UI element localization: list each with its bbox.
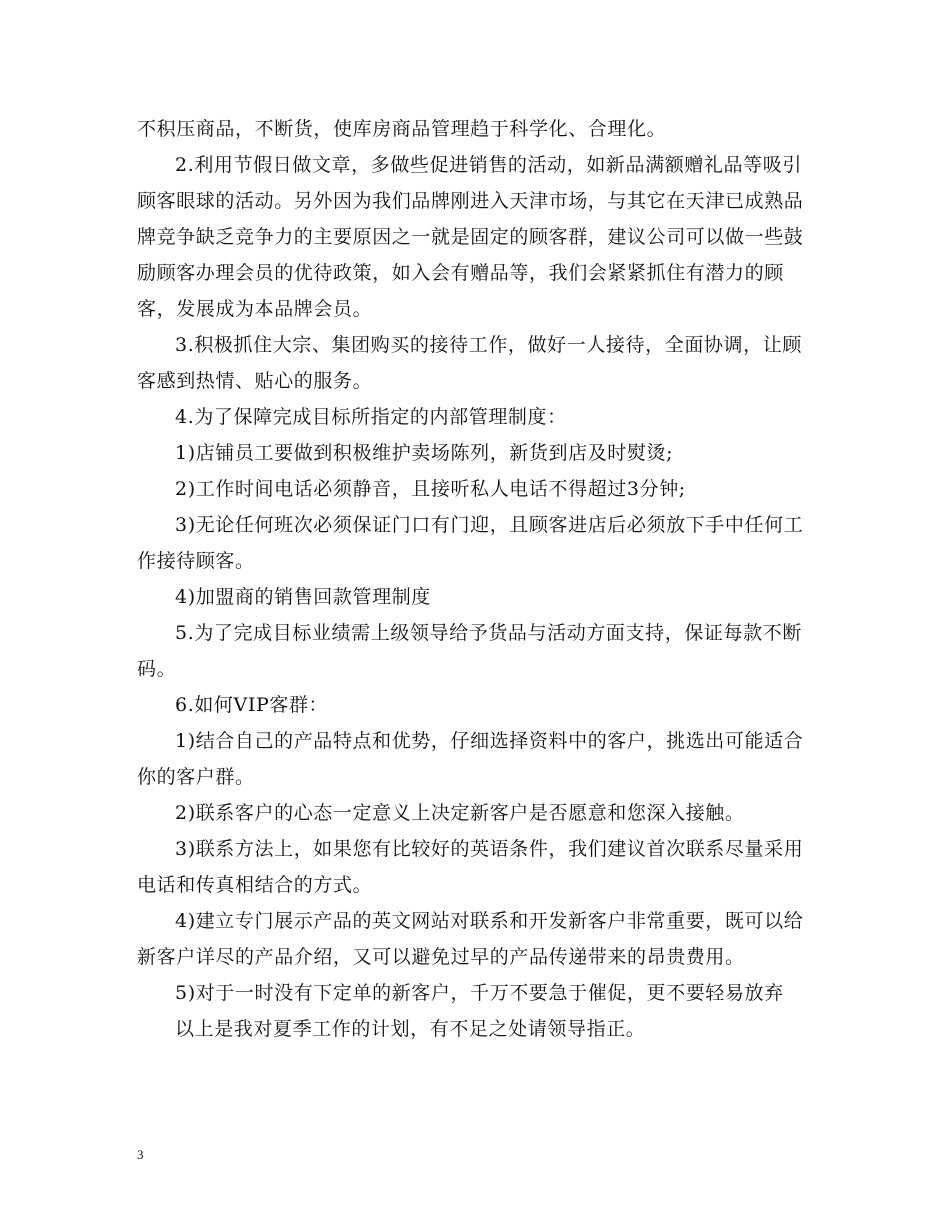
paragraph-item-6: 6.如何VIP客群： <box>175 694 329 716</box>
paragraph-item-2: 2.利用节假日做文章，多做些促进销售的活动，如新品满额赠礼品等吸引顾客眼球的活动。另外因为我们品牌刚进入天津市场，与其它在天津已成熟品牌竞争缺乏竞争力的主要原因之一就是固定的顾客群，建议公司可以做一些鼓励顾客办理会员的优待政策，如入会有赠品等，我们会紧紧抓住有潜力的顾客，发展成为本品牌会员。 <box>137 154 804 320</box>
paragraph-subitem-4-4: 4)加盟商的销售回款管理制度 <box>175 586 431 608</box>
paragraph-subitem-6-4: 4)建立专门展示产品的英文网站对联系和开发新客户非常重要，既可以给新客户详尽的产品介绍，又可以避免过早的产品传递带来的昂贵费用。 <box>137 910 804 968</box>
paragraph-item-3: 3.积极抓住大宗、集团购买的接待工作，做好一人接待，全面协调，让顾客感到热情、贴心的服务。 <box>137 334 802 392</box>
paragraph-subitem-6-3: 3)联系方法上，如果您有比较好的英语条件，我们建议首次联系尽量采用电话和传真相结合的方式。 <box>137 838 804 896</box>
paragraph-subitem-6-5: 5)对于一时没有下定单的新客户，千万不要急于催促，更不要轻易放弃 <box>175 982 784 1004</box>
paragraph-continuation: 不积压商品，不断货，使库房商品管理趋于科学化、合理化。 <box>137 118 667 140</box>
paragraph-subitem-4-3: 3)无论任何班次必须保证门口有门迎，且顾客进店后必须放下手中任何工作接待顾客。 <box>137 514 804 572</box>
paragraph-closing: 以上是我对夏季工作的计划，有不足之处请领导指正。 <box>175 1018 646 1040</box>
paragraph-subitem-6-1: 1)结合自己的产品特点和优势，仔细选择资料中的客户，挑选出可能适合你的客户群。 <box>137 730 804 788</box>
page-number: 3 <box>137 1147 144 1162</box>
paragraph-item-4: 4.为了保障完成目标所指定的内部管理制度： <box>175 406 567 428</box>
paragraph-subitem-4-1: 1)店铺员工要做到积极维护卖场陈列，新货到店及时熨烫; <box>175 442 674 464</box>
paragraph-subitem-6-2: 2)联系客户的心态一定意义上决定新客户是否愿意和您深入接触。 <box>175 802 745 824</box>
paragraph-subitem-4-2: 2)工作时间电话必须静音，且接听私人电话不得超过3分钟; <box>175 478 686 500</box>
paragraph-item-5: 5.为了完成目标业绩需上级领导给予货品与活动方面支持，保证每款不断码。 <box>137 622 802 680</box>
document-body <box>137 111 817 1047</box>
